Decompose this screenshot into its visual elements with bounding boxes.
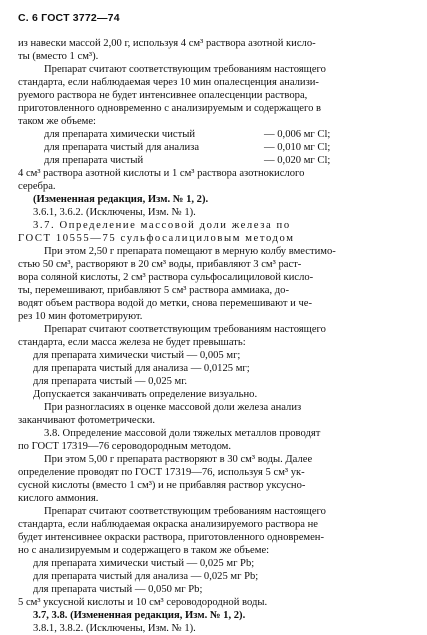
amendment-note: 3.7, 3.8. (Измененная редакция, Изм. № 1, 2). — [33, 610, 246, 621]
chloride-limit-row — [18, 141, 416, 154]
page-header: С. 6 ГОСТ 3772—74 — [18, 12, 120, 24]
section-heading: 3.7. Определение массовой доли железа по — [33, 220, 291, 231]
text-line: ты, перемешивают, прибавляют 5 см³ раствора аммиака, до- — [18, 285, 289, 296]
section-heading: ГОСТ 10555—75 сульфосалициловым методом — [18, 233, 295, 244]
limit-value: — 0,020 мг Cl; — [264, 155, 331, 166]
paragraph-start: Препарат считают соответствующим требованиям настоящего — [44, 64, 326, 75]
text-line: кислого аммония. — [18, 493, 99, 504]
iron-limit-line: для препарата чистый — 0,025 мг. — [33, 376, 188, 387]
text-line: Допускается заканчивать определение визуально. — [33, 389, 258, 400]
lead-limit-line: для препарата чистый для анализа — 0,025 мг Pb; — [33, 571, 259, 582]
document-body — [18, 37, 416, 635]
excluded-note: 3.8.1, 3.8.2. (Исключены, Изм. № 1). — [33, 623, 196, 634]
text-line: сусной кислоты (вместо 1 см³) и не прибавляя раствор уксусно- — [18, 480, 306, 491]
text-line: 4 см³ раствора азотной кислоты и 1 см³ раствора азотнокислого — [18, 168, 305, 179]
grade-label: для препарата чистый для анализа — [44, 142, 200, 153]
text-line: таком же объеме: — [18, 116, 96, 127]
amendment-note: (Измененная редакция, Изм. № 1, 2). — [33, 194, 209, 205]
paragraph-start: Препарат считают соответствующим требованиям настоящего — [44, 506, 326, 517]
text-line: определение проводят по ГОСТ 17319—76, используя 5 см³ ук- — [18, 467, 305, 478]
excluded-note: 3.6.1, 3.6.2. (Исключены, Изм. № 1). — [33, 207, 196, 218]
iron-limit-line: для препарата чистый для анализа — 0,0125 мг; — [33, 363, 250, 374]
paragraph-start: При разногласиях в оценке массовой доли железа анализ — [44, 402, 302, 413]
text-line: вора соляной кислоты, 2 см³ раствора сульфосалициловой кисло- — [18, 272, 314, 283]
paragraph-start: Препарат считают соответствующим требованиям настоящего — [44, 324, 326, 335]
grade-label: для препарата химически чистый — [44, 129, 195, 140]
text-line: будет интенсивнее окраски раствора, приготовленного одновремен- — [18, 532, 325, 543]
text-line: из навески массой 2,00 г, используя 4 см³ раствора азотной кисло- — [18, 38, 316, 49]
text-line: по ГОСТ 17319—76 сероводородным методом. — [18, 441, 232, 452]
text-line: стандарта, если наблюдаемая окраска анализируемого раствора не — [18, 519, 318, 530]
text-line: заканчивают фотометрически. — [18, 415, 156, 426]
lead-limit-line: для препарата чистый — 0,050 мг Pb; — [33, 584, 203, 595]
iron-limit-line: для препарата химически чистый — 0,005 мг; — [33, 350, 241, 361]
text-line: стандарта, если наблюдаемая через 10 мин опалесценция анализи- — [18, 77, 319, 88]
text-line: водят объем раствора водой до метки, снова перемешивают и че- — [18, 298, 313, 309]
text-line: ты (вместо 1 см³). — [18, 51, 99, 62]
paragraph-start: 3.8. Определение массовой доли тяжелых металлов проводят — [44, 428, 321, 439]
text-line: но с анализируемым и содержащего в таком же объеме: — [18, 545, 270, 556]
text-line: 5 см³ уксусной кислоты и 10 см³ сероводородной воды. — [18, 597, 268, 608]
text-line: приготовленного одновременно с анализируемым и содержащего в — [18, 103, 322, 114]
text-line: серебра. — [18, 181, 56, 192]
paragraph-start: При этом 5,00 г препарата растворяют в 30 см³ воды. Далее — [44, 454, 313, 465]
limit-value: — 0,010 мг Cl; — [264, 142, 331, 153]
text-line: стандарта, если масса железа не будет превышать: — [18, 337, 246, 348]
grade-label: для препарата чистый — [44, 155, 144, 166]
lead-limit-line: для препарата химически чистый — 0,025 мг Pb; — [33, 558, 255, 569]
paragraph-start: При этом 2,50 г препарата помещают в мерную колбу вместимо- — [44, 246, 336, 257]
text-line: стью 50 см³, растворяют в 20 см³ воды, прибавляют 3 см³ раст- — [18, 259, 302, 270]
limit-value: — 0,006 мг Cl; — [264, 129, 331, 140]
chloride-limit-row — [18, 154, 416, 167]
text-line: руемого раствора не будет интенсивнее опалесценции раствора, — [18, 90, 308, 101]
chloride-limit-row — [18, 128, 416, 141]
text-line: рез 10 мин фотометрируют. — [18, 311, 143, 322]
